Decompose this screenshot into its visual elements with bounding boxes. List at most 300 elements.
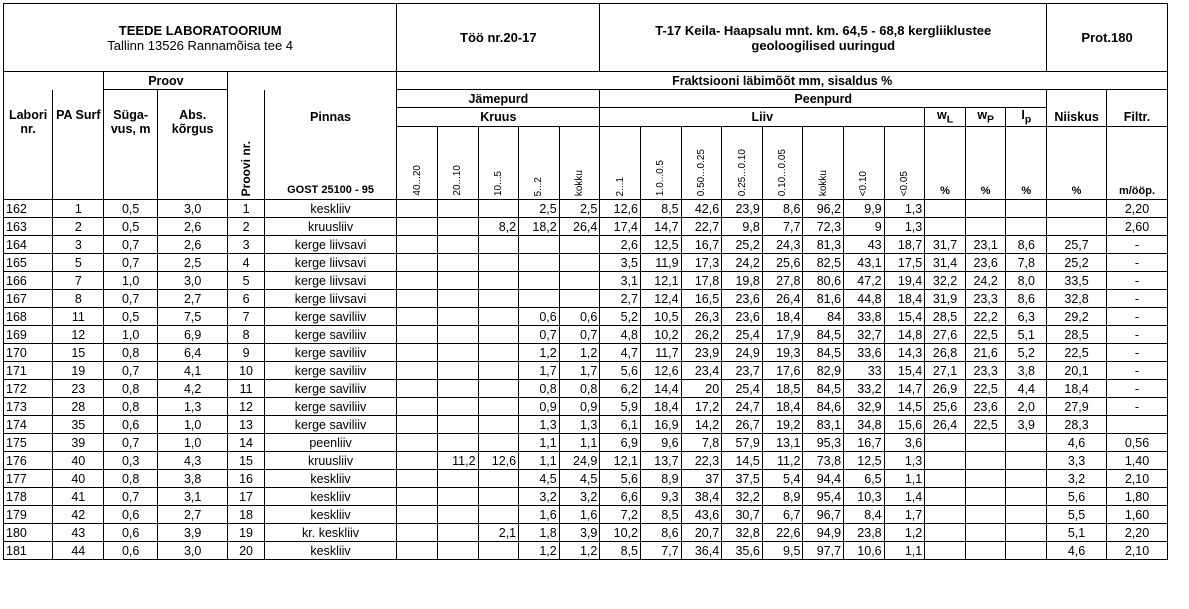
f-lt-010-cell: 44,8 <box>844 290 885 308</box>
f10-5-cell: 12,6 <box>478 452 519 470</box>
abs-korgus-cell: 3,8 <box>157 470 228 488</box>
f40-20-cell <box>397 542 438 560</box>
pinnas-cell: keskliiv <box>264 506 397 524</box>
f025-010-cell: 32,2 <box>722 488 763 506</box>
f10-5-cell <box>478 308 519 326</box>
project-title: T-17 Keila- Haapsalu mnt. km. 64,5 - 68,8 kergliiklustee geoloogilised uuringud <box>600 4 1047 72</box>
pa-surf-cell: 7 <box>53 272 104 290</box>
f40-20-cell <box>397 506 438 524</box>
f10-5-cell <box>478 254 519 272</box>
pinnas-cell: peenliiv <box>264 434 397 452</box>
protocol-number: Prot.180 <box>1047 4 1168 72</box>
kruus-header: Kruus <box>397 108 600 127</box>
frac-010-005: 0.10...0.05 <box>762 127 803 200</box>
wl-cell: 27,1 <box>925 362 966 380</box>
wl-cell: 32,2 <box>925 272 966 290</box>
f-lt-010-cell: 12,5 <box>844 452 885 470</box>
table-row <box>4 272 1168 290</box>
f1-05-cell: 11,7 <box>640 344 681 362</box>
abs-korgus-cell: 2,5 <box>157 254 228 272</box>
labori-nr-cell: 175 <box>4 434 53 452</box>
f1-05-cell: 10,2 <box>640 326 681 344</box>
f2-1-cell: 5,9 <box>600 398 641 416</box>
f20-10-cell <box>437 290 478 308</box>
f5-2-cell: 1,3 <box>519 416 560 434</box>
f1-05-cell: 12,1 <box>640 272 681 290</box>
f40-20-cell <box>397 218 438 236</box>
wl-cell <box>925 542 966 560</box>
pa-surf-cell: 39 <box>53 434 104 452</box>
filtr-cell: 2,20 <box>1106 200 1167 218</box>
sugavus-cell: 0,7 <box>104 290 157 308</box>
labori-nr-cell: 171 <box>4 362 53 380</box>
pinnas-cell: kerge liivsavi <box>264 290 397 308</box>
pa-surf-cell: 5 <box>53 254 104 272</box>
f5-2-cell: 1,2 <box>519 542 560 560</box>
liiv-kokku-cell: 84 <box>803 308 844 326</box>
f5-2-cell <box>519 290 560 308</box>
f5-2-cell <box>519 272 560 290</box>
proovi-nr-cell: 13 <box>228 416 264 434</box>
f5-2-cell: 0,7 <box>519 326 560 344</box>
wl-unit: % <box>925 127 966 200</box>
niiskus-cell: 32,8 <box>1047 290 1107 308</box>
f40-20-cell <box>397 236 438 254</box>
proovi-nr-cell: 8 <box>228 326 264 344</box>
f2-1-cell: 6,9 <box>600 434 641 452</box>
f010-005-cell: 19,3 <box>762 344 803 362</box>
niiskus-cell: 3,3 <box>1047 452 1107 470</box>
wp-cell <box>965 470 1006 488</box>
f10-5-cell <box>478 398 519 416</box>
frac-2-1: 2...1 <box>600 127 641 200</box>
niiskus-cell: 5,1 <box>1047 524 1107 542</box>
kruus-kokku-cell: 3,9 <box>559 524 600 542</box>
ip-cell <box>1006 218 1047 236</box>
wl-cell <box>925 488 966 506</box>
wl-cell: 27,6 <box>925 326 966 344</box>
abs-korgus-cell: 3,1 <box>157 488 228 506</box>
wp-cell <box>965 200 1006 218</box>
kruus-kokku-cell: 1,7 <box>559 362 600 380</box>
filtr-cell: - <box>1106 362 1167 380</box>
f010-005-cell: 17,6 <box>762 362 803 380</box>
proovi-nr-cell: 9 <box>228 344 264 362</box>
labori-nr-cell: 180 <box>4 524 53 542</box>
wp-cell: 22,5 <box>965 326 1006 344</box>
proovi-nr-cell: 4 <box>228 254 264 272</box>
f20-10-cell <box>437 254 478 272</box>
sugavus-header: Süga-vus, m <box>104 108 157 200</box>
niiskus-cell: 5,5 <box>1047 506 1107 524</box>
f40-20-cell <box>397 416 438 434</box>
liiv-kokku-cell: 84,5 <box>803 344 844 362</box>
table-row <box>4 254 1168 272</box>
kruus-kokku-cell: 1,2 <box>559 542 600 560</box>
wl-cell <box>925 506 966 524</box>
filtr-cell <box>1106 416 1167 434</box>
wp-cell: 23,6 <box>965 398 1006 416</box>
filtr-cell: - <box>1106 290 1167 308</box>
niiskus-cell: 4,6 <box>1047 434 1107 452</box>
f1-05-cell: 16,9 <box>640 416 681 434</box>
wp-cell: 23,3 <box>965 290 1006 308</box>
f5-2-cell: 1,1 <box>519 452 560 470</box>
kruus-kokku-cell: 0,6 <box>559 308 600 326</box>
pa-surf-cell: 35 <box>53 416 104 434</box>
f5-2-cell: 3,2 <box>519 488 560 506</box>
ip-cell: 5,2 <box>1006 344 1047 362</box>
f025-010-cell: 35,6 <box>722 542 763 560</box>
f05-025-cell: 7,8 <box>681 434 722 452</box>
table-row <box>4 506 1168 524</box>
abs-korgus-cell: 3,0 <box>157 272 228 290</box>
f40-20-cell <box>397 290 438 308</box>
pinnas-cell: kerge saviliiv <box>264 308 397 326</box>
table-row <box>4 326 1168 344</box>
f10-5-cell: 2,1 <box>478 524 519 542</box>
kruus-kokku-cell: 1,3 <box>559 416 600 434</box>
liiv-kokku-cell: 73,8 <box>803 452 844 470</box>
f-lt-010-cell: 33 <box>844 362 885 380</box>
f-lt-005-cell: 1,1 <box>884 542 925 560</box>
pinnas-cell: kerge saviliiv <box>264 398 397 416</box>
f40-20-cell <box>397 434 438 452</box>
liiv-header: Liiv <box>600 108 925 127</box>
liiv-kokku-cell: 96,2 <box>803 200 844 218</box>
f2-1-cell: 2,6 <box>600 236 641 254</box>
niiskus-cell: 18,4 <box>1047 380 1107 398</box>
pa-surf-header: PA Surf <box>53 108 104 200</box>
f-lt-005-cell: 14,5 <box>884 398 925 416</box>
filtr-cell: 2,60 <box>1106 218 1167 236</box>
pinnas-header: Pinnas GOST 25100 - 95 <box>264 108 397 200</box>
f5-2-cell <box>519 254 560 272</box>
f2-1-cell: 2,7 <box>600 290 641 308</box>
f10-5-cell <box>478 272 519 290</box>
niiskus-cell: 28,3 <box>1047 416 1107 434</box>
f40-20-cell <box>397 380 438 398</box>
wl-cell <box>925 218 966 236</box>
f10-5-cell <box>478 434 519 452</box>
f40-20-cell <box>397 398 438 416</box>
proovi-nr-cell: 1 <box>228 200 264 218</box>
f1-05-cell: 11,9 <box>640 254 681 272</box>
pa-surf-cell: 28 <box>53 398 104 416</box>
sugavus-cell: 0,7 <box>104 236 157 254</box>
f1-05-cell: 7,7 <box>640 542 681 560</box>
f5-2-cell: 0,9 <box>519 398 560 416</box>
f20-10-cell <box>437 380 478 398</box>
proovi-nr-cell: 20 <box>228 542 264 560</box>
liiv-kokku-cell: 82,5 <box>803 254 844 272</box>
f025-010-cell: 37,5 <box>722 470 763 488</box>
frac-lt-010: <0.10 <box>844 127 885 200</box>
table-row <box>4 218 1168 236</box>
proovi-nr-cell: 6 <box>228 290 264 308</box>
f2-1-cell: 3,1 <box>600 272 641 290</box>
kruus-kokku-cell <box>559 290 600 308</box>
f5-2-cell: 0,8 <box>519 380 560 398</box>
wl-cell: 31,4 <box>925 254 966 272</box>
wl-cell: 26,9 <box>925 380 966 398</box>
f-lt-010-cell: 33,6 <box>844 344 885 362</box>
frac-1-05: 1.0...0.5 <box>640 127 681 200</box>
f2-1-cell: 6,1 <box>600 416 641 434</box>
f40-20-cell <box>397 200 438 218</box>
wl-cell <box>925 452 966 470</box>
filtr-cell: - <box>1106 344 1167 362</box>
f-lt-005-cell: 1,4 <box>884 488 925 506</box>
f10-5-cell <box>478 200 519 218</box>
f-lt-010-cell: 16,7 <box>844 434 885 452</box>
abs-korgus-cell: 1,3 <box>157 398 228 416</box>
f025-010-cell: 24,7 <box>722 398 763 416</box>
wp-cell: 23,1 <box>965 236 1006 254</box>
pa-surf-cell: 44 <box>53 542 104 560</box>
pinnas-cell: keskliiv <box>264 542 397 560</box>
filtr-cell: 2,10 <box>1106 542 1167 560</box>
ip-cell <box>1006 434 1047 452</box>
niiskus-cell <box>1047 218 1107 236</box>
f010-005-cell: 8,6 <box>762 200 803 218</box>
abs-korgus-cell: 3,0 <box>157 200 228 218</box>
f05-025-cell: 43,6 <box>681 506 722 524</box>
pa-surf-cell: 41 <box>53 488 104 506</box>
abs-korgus-cell: 6,4 <box>157 344 228 362</box>
niiskus-cell: 20,1 <box>1047 362 1107 380</box>
f1-05-cell: 18,4 <box>640 398 681 416</box>
f5-2-cell: 1,2 <box>519 344 560 362</box>
f05-025-cell: 22,7 <box>681 218 722 236</box>
f05-025-cell: 26,3 <box>681 308 722 326</box>
f05-025-cell: 23,9 <box>681 344 722 362</box>
table-row <box>4 290 1168 308</box>
abs-korgus-cell: 1,0 <box>157 434 228 452</box>
f10-5-cell <box>478 470 519 488</box>
proovi-nr-cell: 15 <box>228 452 264 470</box>
f20-10-cell <box>437 542 478 560</box>
wp-cell <box>965 218 1006 236</box>
pa-surf-cell: 11 <box>53 308 104 326</box>
sugavus-cell: 1,0 <box>104 272 157 290</box>
f20-10-cell <box>437 416 478 434</box>
sugavus-cell: 0,6 <box>104 416 157 434</box>
f05-025-cell: 38,4 <box>681 488 722 506</box>
f-lt-005-cell: 14,3 <box>884 344 925 362</box>
filtr-cell: - <box>1106 272 1167 290</box>
pinnas-cell: keskliiv <box>264 488 397 506</box>
f1-05-cell: 12,5 <box>640 236 681 254</box>
sugavus-cell: 0,6 <box>104 506 157 524</box>
niiskus-cell: 27,9 <box>1047 398 1107 416</box>
sugavus-cell: 0,7 <box>104 254 157 272</box>
proovi-nr-cell: 10 <box>228 362 264 380</box>
f40-20-cell <box>397 272 438 290</box>
f20-10-cell <box>437 506 478 524</box>
liiv-kokku-cell: 83,1 <box>803 416 844 434</box>
abs-korgus-cell: 2,6 <box>157 218 228 236</box>
proovi-nr-cell: 5 <box>228 272 264 290</box>
f20-10-cell <box>437 326 478 344</box>
abs-korgus-cell: 2,6 <box>157 236 228 254</box>
pinnas-cell: keskliiv <box>264 200 397 218</box>
f-lt-005-cell: 14,8 <box>884 326 925 344</box>
labori-nr-cell: 178 <box>4 488 53 506</box>
pa-surf-cell: 12 <box>53 326 104 344</box>
abs-korgus-cell: 4,3 <box>157 452 228 470</box>
liiv-kokku-cell: 97,7 <box>803 542 844 560</box>
f-lt-005-cell: 1,3 <box>884 218 925 236</box>
f2-1-cell: 5,6 <box>600 470 641 488</box>
sugavus-cell: 0,5 <box>104 218 157 236</box>
wp-cell: 21,6 <box>965 344 1006 362</box>
lab-address: Tallinn 13526 Rannamõisa tee 4 <box>107 37 294 53</box>
niiskus-header: Niiskus <box>1047 108 1107 127</box>
frac-5-2: 5...2 <box>519 127 560 200</box>
f5-2-cell: 1,7 <box>519 362 560 380</box>
proovi-nr-cell: 19 <box>228 524 264 542</box>
frac-05-025: 0.50...0.25 <box>681 127 722 200</box>
sugavus-cell: 0,8 <box>104 398 157 416</box>
wl-cell <box>925 524 966 542</box>
sugavus-cell: 0,7 <box>104 434 157 452</box>
proovi-nr-cell: 17 <box>228 488 264 506</box>
f-lt-005-cell: 17,5 <box>884 254 925 272</box>
f5-2-cell: 2,5 <box>519 200 560 218</box>
f010-005-cell: 24,3 <box>762 236 803 254</box>
abs-korgus-cell: 7,5 <box>157 308 228 326</box>
f025-010-cell: 26,7 <box>722 416 763 434</box>
kruus-kokku-cell: 3,2 <box>559 488 600 506</box>
liiv-kokku-cell: 94,9 <box>803 524 844 542</box>
table-row <box>4 344 1168 362</box>
f2-1-cell: 5,2 <box>600 308 641 326</box>
liiv-kokku-cell: 72,3 <box>803 218 844 236</box>
labori-nr-cell: 169 <box>4 326 53 344</box>
f40-20-cell <box>397 308 438 326</box>
f010-005-cell: 8,9 <box>762 488 803 506</box>
f2-1-cell: 5,6 <box>600 362 641 380</box>
niiskus-cell <box>1047 200 1107 218</box>
f025-010-cell: 25,4 <box>722 326 763 344</box>
wp-cell: 22,5 <box>965 416 1006 434</box>
f010-005-cell: 7,7 <box>762 218 803 236</box>
f1-05-cell: 12,6 <box>640 362 681 380</box>
f05-025-cell: 16,7 <box>681 236 722 254</box>
f05-025-cell: 20,7 <box>681 524 722 542</box>
frac-kokku-sand: kokku <box>803 127 844 200</box>
wp-cell: 22,5 <box>965 380 1006 398</box>
f2-1-cell: 6,2 <box>600 380 641 398</box>
f-lt-010-cell: 6,5 <box>844 470 885 488</box>
abs-korgus-cell: 3,9 <box>157 524 228 542</box>
kruus-kokku-cell: 0,9 <box>559 398 600 416</box>
sugavus-cell: 0,5 <box>104 200 157 218</box>
f-lt-010-cell: 23,8 <box>844 524 885 542</box>
f2-1-cell: 6,6 <box>600 488 641 506</box>
filtr-cell: 2,10 <box>1106 470 1167 488</box>
kruus-kokku-cell: 4,5 <box>559 470 600 488</box>
filtr-cell: 0,56 <box>1106 434 1167 452</box>
ip-cell: 3,9 <box>1006 416 1047 434</box>
abs-korgus-cell: 2,7 <box>157 290 228 308</box>
table-row <box>4 488 1168 506</box>
filtr-cell: 2,20 <box>1106 524 1167 542</box>
f-lt-010-cell: 8,4 <box>844 506 885 524</box>
pa-surf-cell: 42 <box>53 506 104 524</box>
wl-cell <box>925 470 966 488</box>
kruus-kokku-cell: 1,1 <box>559 434 600 452</box>
wl-cell <box>925 200 966 218</box>
pa-surf-cell: 1 <box>53 200 104 218</box>
f10-5-cell <box>478 362 519 380</box>
f40-20-cell <box>397 326 438 344</box>
f-lt-005-cell: 1,3 <box>884 452 925 470</box>
pa-surf-cell: 40 <box>53 452 104 470</box>
filtr-cell: - <box>1106 326 1167 344</box>
sugavus-cell: 0,8 <box>104 470 157 488</box>
labori-nr-header: Labori nr. <box>4 108 53 200</box>
f025-010-cell: 23,9 <box>722 200 763 218</box>
labori-nr-cell: 163 <box>4 218 53 236</box>
f2-1-cell: 3,5 <box>600 254 641 272</box>
f010-005-cell: 26,4 <box>762 290 803 308</box>
labori-nr-cell: 162 <box>4 200 53 218</box>
proov-header: Proov <box>104 72 228 90</box>
f05-025-cell: 20 <box>681 380 722 398</box>
labori-nr-cell: 179 <box>4 506 53 524</box>
abs-korgus-cell: 1,0 <box>157 416 228 434</box>
sugavus-cell: 1,0 <box>104 326 157 344</box>
ip-cell <box>1006 452 1047 470</box>
f20-10-cell <box>437 524 478 542</box>
abs-korgus-cell: 2,7 <box>157 506 228 524</box>
f010-005-cell: 19,2 <box>762 416 803 434</box>
liiv-kokku-cell: 94,4 <box>803 470 844 488</box>
f40-20-cell <box>397 344 438 362</box>
f025-010-cell: 23,6 <box>722 290 763 308</box>
proovi-nr-cell: 14 <box>228 434 264 452</box>
ip-unit: % <box>1006 127 1047 200</box>
filtr-cell: - <box>1106 380 1167 398</box>
f20-10-cell <box>437 218 478 236</box>
wp-cell: 24,2 <box>965 272 1006 290</box>
labori-nr-cell: 174 <box>4 416 53 434</box>
proovi-nr-cell: 2 <box>228 218 264 236</box>
labori-nr-cell: 167 <box>4 290 53 308</box>
f-lt-005-cell: 18,7 <box>884 236 925 254</box>
f025-010-cell: 14,5 <box>722 452 763 470</box>
f-lt-010-cell: 10,3 <box>844 488 885 506</box>
f40-20-cell <box>397 452 438 470</box>
pinnas-cell: kerge saviliiv <box>264 326 397 344</box>
pinnas-cell: kerge liivsavi <box>264 236 397 254</box>
ip-cell: 8,0 <box>1006 272 1047 290</box>
f20-10-cell <box>437 470 478 488</box>
f010-005-cell: 17,9 <box>762 326 803 344</box>
table-header <box>4 4 1168 200</box>
f5-2-cell <box>519 236 560 254</box>
f010-005-cell: 13,1 <box>762 434 803 452</box>
liiv-kokku-cell: 82,9 <box>803 362 844 380</box>
f20-10-cell <box>437 272 478 290</box>
wp-cell <box>965 488 1006 506</box>
wp-unit: % <box>965 127 1006 200</box>
ip-cell: 8,6 <box>1006 236 1047 254</box>
table-row <box>4 452 1168 470</box>
lab-info-cell <box>4 4 397 72</box>
